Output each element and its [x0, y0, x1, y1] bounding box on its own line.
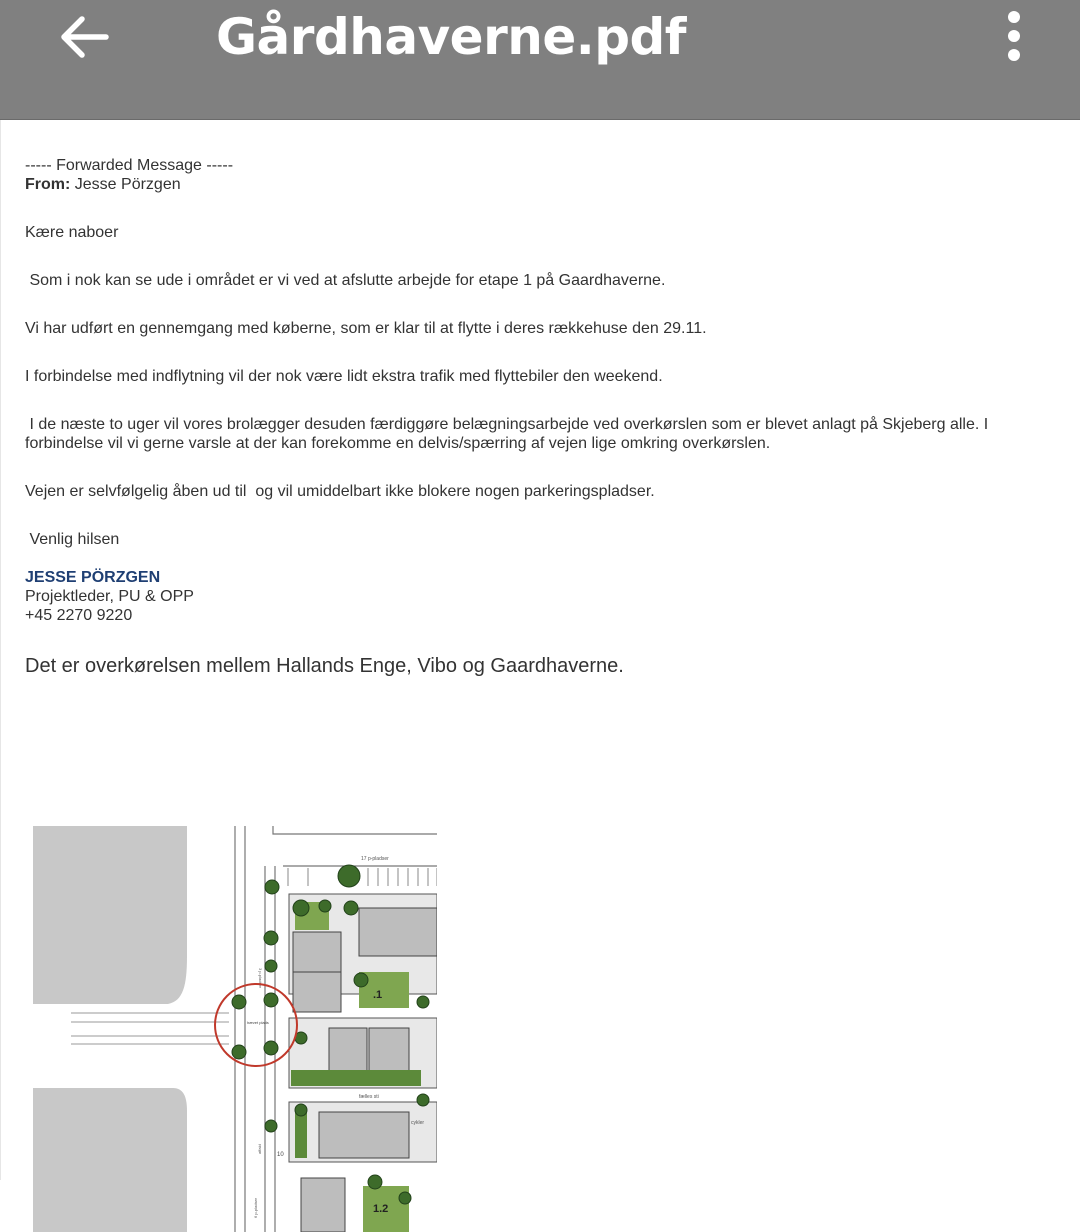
hedge-1: [291, 1070, 421, 1086]
from-value: Jesse Pörzgen: [70, 176, 181, 193]
label-10: 10: [277, 1152, 284, 1158]
forwarded-header: ----- Forwarded Message -----: [25, 157, 234, 174]
closing: Venlig hilsen: [25, 531, 120, 548]
greeting: Kære naboer: [25, 224, 119, 241]
pdf-page[interactable]: [0, 120, 1080, 1218]
label-cykler: cykler: [411, 1120, 425, 1126]
more-vertical-icon: [996, 8, 1032, 68]
house-d: [329, 1028, 367, 1074]
label-parking-bottom: 6 p-pladser: [253, 1197, 258, 1218]
house-a: [293, 932, 341, 972]
grey-block-top: [33, 826, 187, 1004]
from-label: From:: [25, 176, 71, 193]
from-line: [25, 175, 181, 194]
label-plads: hævet plads: [247, 1020, 269, 1025]
more-options-button[interactable]: [996, 8, 1032, 68]
house-f: [319, 1112, 409, 1158]
label-affald: affald: [257, 1144, 262, 1154]
house-g: [301, 1178, 345, 1232]
document-title: Gårdhaverne.pdf: [216, 8, 687, 66]
image-caption: Det er overkørelsen mellem Hallands Enge, Vibo og Gaardhaverne.: [25, 655, 624, 677]
signature-name: JESSE PÖRZGEN: [25, 569, 161, 586]
grey-block-bottom: [33, 1088, 187, 1232]
signature-phone: +45 2270 9220: [25, 607, 133, 624]
house-c: [359, 908, 437, 956]
label-faelles: fælles sti: [359, 1094, 379, 1100]
paragraph-1: Som i nok kan se ude i området er vi ved at afslutte arbejde for etape 1 på Gaardhaverne.: [25, 272, 666, 289]
signature-title: Projektleder, PU & OPP: [25, 588, 194, 605]
house-e: [369, 1028, 409, 1074]
paragraph-4: I de næste to uger vil vores brolægger desuden færdiggøre belægningsarbejde ved overkørslen som er blevet anlagt på Skjeberg alle. I forbindelse vil vi gerne varsle at der kan forekomme en delvis/spærring af vejen lige omkring overkørslen.: [25, 416, 993, 452]
label-area-1: .1: [373, 989, 383, 1001]
arrow-left-icon: [54, 8, 116, 66]
label-parking-top: 17 p-pladser: [361, 856, 389, 862]
app-bar: [0, 0, 1080, 120]
site-plan-image: [33, 826, 437, 1232]
paragraph-5: Vejen er selvfølgelig åben ud til og vil umiddelbart ikke blokere nogen parkeringspladser.: [25, 483, 655, 500]
paragraph-2: Vi har udført en gennemgang med køberne, som er klar til at flytte i deres rækkehuse den 29.11.: [25, 320, 707, 337]
paragraph-3: I forbindelse med indflytning vil der nok være lidt ekstra trafik med flyttebiler den weekend.: [25, 368, 663, 385]
label-parking-side: 3 p-pladser: [258, 968, 263, 989]
house-b: [293, 972, 341, 1012]
back-button[interactable]: [54, 8, 116, 66]
label-area-12: 1.2: [373, 1203, 389, 1215]
